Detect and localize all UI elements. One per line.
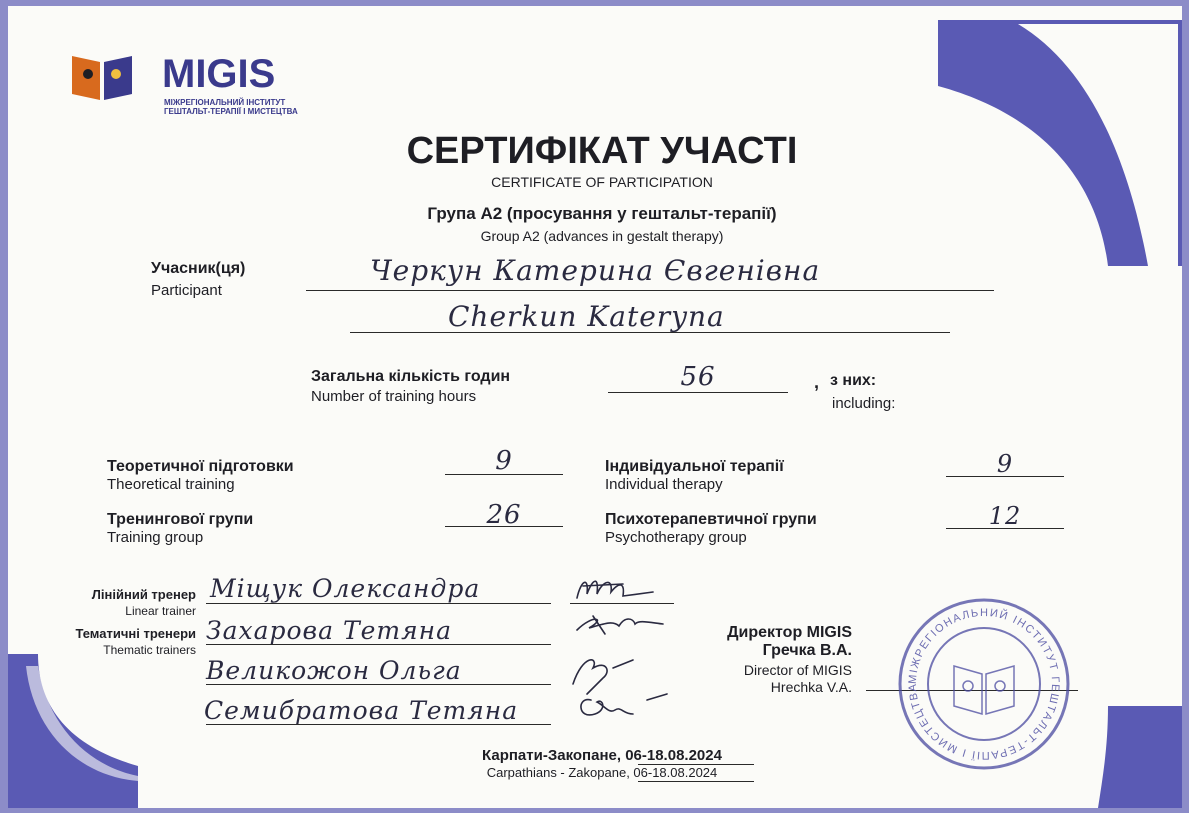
individual-label-en: Individual therapy: [605, 476, 723, 493]
footer-date-line-2: [638, 781, 754, 782]
theoretical-line: [445, 474, 563, 475]
hours-label-ua: Загальна кількість годин: [311, 368, 511, 385]
participant-line-1: [306, 290, 994, 291]
psychotherapy-group-label-ua: Психотерапевтичної групи: [605, 511, 817, 528]
theoretical-label-ua: Теоретичної підготовки: [107, 458, 294, 475]
individual-line: [946, 476, 1064, 477]
hours-label-en: Number of training hours: [311, 388, 477, 405]
hours-comma: ,: [814, 372, 820, 392]
training-group-value: 26: [486, 500, 522, 530]
certificate-subtitle: CERTIFICATE OF PARTICIPATION: [491, 174, 713, 190]
participant-name-ua: Черкун Катерина Євгенівна: [370, 254, 821, 287]
hours-value: 56: [680, 362, 716, 392]
migis-book-icon: [70, 52, 134, 102]
footer-date-line-1: [638, 764, 754, 765]
footer-place-ua: Карпати-Закопане, 06-18.08.2024: [482, 747, 722, 764]
psychotherapy-group-line: [946, 528, 1064, 529]
linear-trainer-line: [206, 603, 551, 604]
linear-trainer-name: Міщук Олександра: [210, 574, 481, 603]
participant-label-ua: Учасник(ця): [151, 260, 246, 277]
hours-line: [608, 392, 788, 393]
training-group-label-en: Training group: [107, 529, 204, 546]
training-group-line: [445, 526, 563, 527]
thematic-trainer-line-3: [206, 724, 551, 725]
thematic-trainer-name-1: Захарова Тетяна: [206, 616, 453, 645]
psychotherapy-group-value: 12: [988, 502, 1022, 530]
certificate-title: СЕРТИФІКАТ УЧАСТІ: [406, 130, 798, 172]
participant-name-en: Cherkun Kateryna: [448, 300, 725, 333]
thematic-trainers-label-en: Thematic trainers: [103, 643, 196, 657]
logo-name: MIGIS: [162, 52, 276, 96]
director-title-ua: Директор MIGIS: [727, 624, 852, 641]
theoretical-value: 9: [495, 446, 513, 476]
thematic-trainers-label-ua: Тематичні тренери: [75, 626, 196, 641]
individual-label-ua: Індивідуальної терапії: [605, 458, 784, 475]
training-group-label-ua: Тренингової групи: [107, 511, 254, 528]
theoretical-label-en: Theoretical training: [107, 476, 235, 493]
linear-trainer-label-ua: Лінійний тренер: [91, 587, 196, 602]
svg-text:МІЖРЕГІОНАЛЬНИЙ ІНСТИТУТ ГЕШТА: МІЖРЕГІОНАЛЬНИЙ ІНСТИТУТ ГЕШТАЛЬТ-ТЕРАПІЇ І МИСТЕЦТВА: [906, 606, 1062, 762]
institute-stamp: [896, 596, 1072, 772]
group-label-ua: Група А2 (просування у гештальт-терапії): [427, 204, 777, 223]
thematic-trainer-name-3: Семибратова Тетяна: [204, 696, 519, 725]
linear-trainer-label-en: Linear trainer: [125, 604, 196, 618]
footer-place-en: Carpathians - Zakopane, 06-18.08.2024: [486, 765, 718, 780]
including-label-en: including:: [832, 395, 896, 412]
certificate-page: [8, 6, 1182, 808]
thematic-trainer-name-2: Великожон Ольга: [206, 656, 462, 685]
individual-value: 9: [996, 450, 1014, 478]
thematic-trainer-line-1: [206, 644, 551, 645]
participant-label-en: Participant: [151, 282, 222, 299]
group-label-en: Group A2 (advances in gestalt therapy): [480, 228, 724, 244]
including-label-ua: з них:: [830, 372, 877, 389]
logo-subtitle: МІЖРЕГІОНАЛЬНИЙ ІНСТИТУТ ГЕШТАЛЬТ-ТЕРАПІЇ І МИСТЕЦТВА: [164, 98, 298, 116]
psychotherapy-group-label-en: Psychotherapy group: [605, 529, 747, 546]
participant-line-2: [350, 332, 950, 333]
director-title-en: Director of MIGIS: [743, 662, 852, 678]
director-name-ua: Гречка В.А.: [762, 642, 852, 659]
director-name-en: Hrechka V.A.: [770, 679, 852, 695]
thematic-trainer-line-2: [206, 684, 551, 685]
